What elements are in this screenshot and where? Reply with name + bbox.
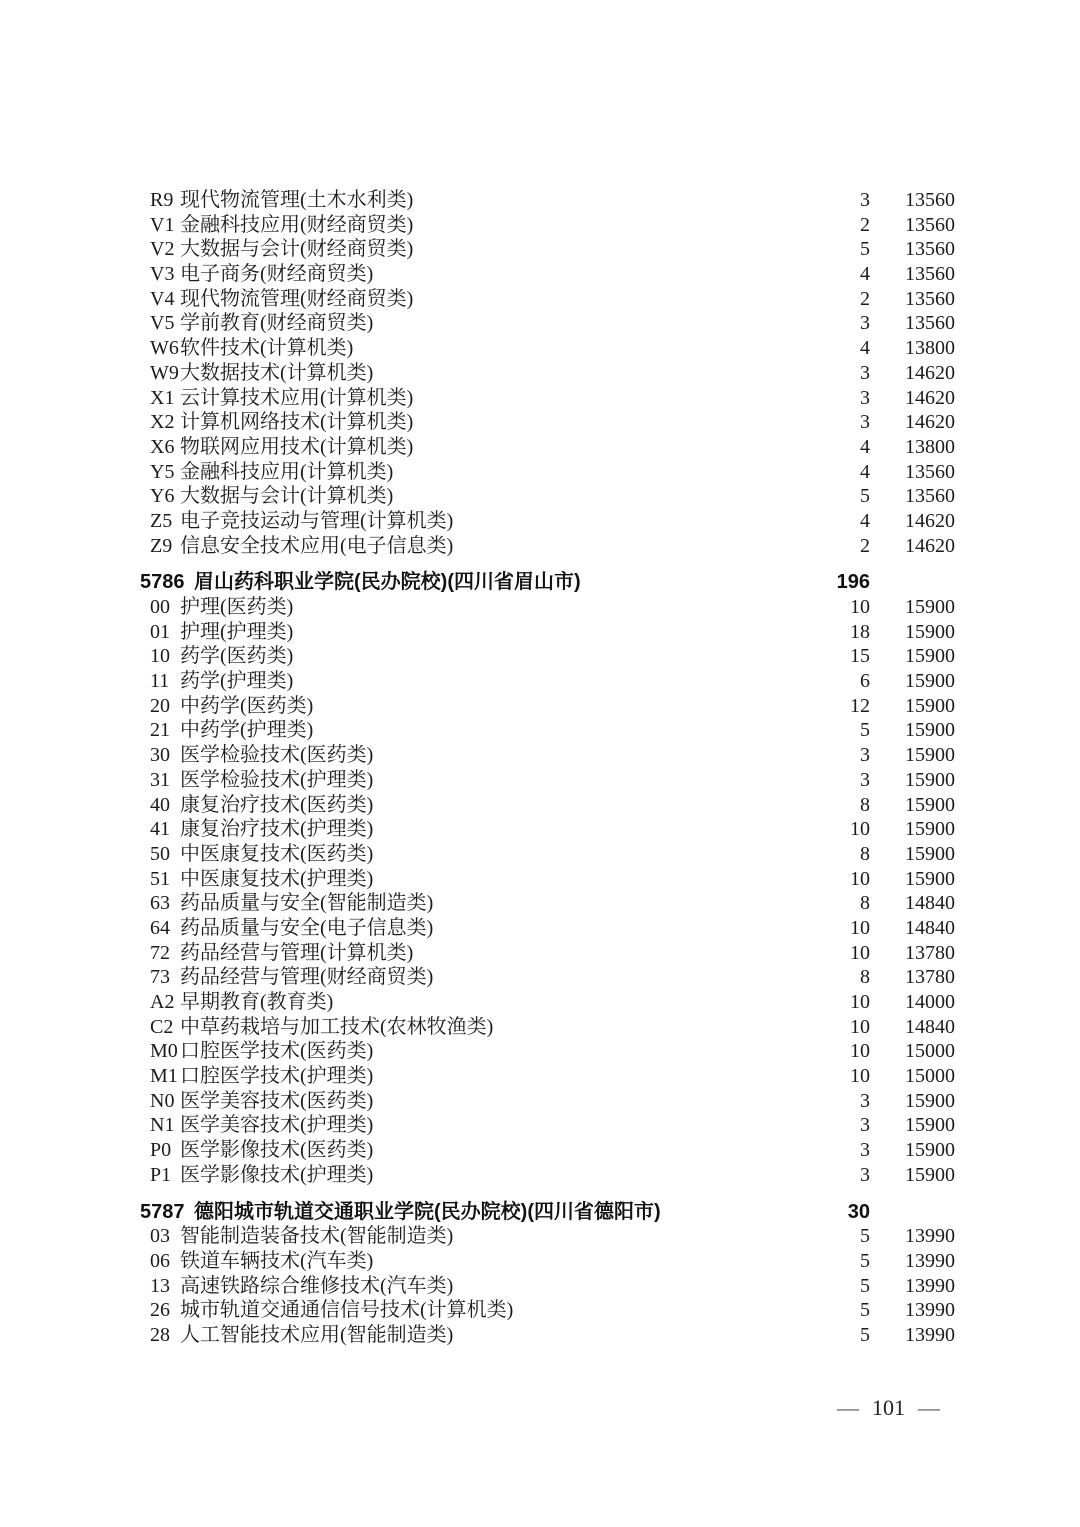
program-name: 软件技术(计算机类) [180,337,354,360]
program-fee: 13990 [905,1299,955,1322]
program-row [0,509,1080,534]
program-quota: 4 [860,509,870,532]
program-quota: 10 [850,991,870,1013]
program-code: W9 [150,361,179,384]
program-row [0,793,1080,818]
program-code: M0 [150,1040,178,1063]
program-row [0,620,1080,645]
institution-name: 眉山药科职业学院(民办院校)(四川省眉山市) [194,571,581,594]
program-row [0,891,1080,916]
footer-dash-left: — [837,1395,859,1420]
program-row [0,669,1080,694]
program-code: 01 [150,620,170,643]
program-code: N1 [150,1114,175,1137]
program-fee: 13990 [905,1225,955,1248]
program-name: 医学检验技术(医药类) [180,744,374,767]
program-code: 21 [150,719,170,742]
program-name: 电子商务(财经商贸类) [180,263,374,286]
program-code: 13 [150,1274,170,1297]
program-fee: 15900 [905,793,955,816]
program-name: 口腔医学技术(医药类) [180,1040,374,1063]
program-row [0,262,1080,287]
program-fee: 13800 [905,337,955,360]
institution-name: 德阳城市轨道交通职业学院(民办院校)(四川省德阳市) [194,1200,661,1223]
program-name: 护理(医药类) [180,596,294,618]
program-quota: 3 [860,1163,870,1186]
program-quota: 5 [860,1323,870,1346]
program-code: X1 [150,386,175,409]
program-code: V1 [150,213,175,236]
program-quota: 5 [860,1249,870,1272]
program-quota: 3 [860,411,870,434]
institution-fee-empty [870,1200,955,1225]
program-quota: 8 [860,966,870,989]
program-fee: 15900 [905,1163,955,1186]
program-name: 医学影像技术(医药类) [180,1139,374,1162]
program-quota: 12 [850,694,870,717]
program-fee: 15900 [905,1139,955,1162]
program-code: Y6 [150,485,175,508]
institution-fee-empty [870,570,955,595]
program-row [0,1163,1080,1188]
program-code: V5 [150,312,175,335]
program-code: 06 [150,1249,170,1272]
program-quota: 10 [850,1040,870,1063]
program-quota: 5 [860,238,870,261]
program-code: V2 [150,238,175,261]
program-code: P1 [150,1163,172,1186]
program-code: 28 [150,1323,170,1346]
program-code: V4 [150,287,175,310]
program-name: 医学检验技术(护理类) [180,768,374,791]
institution-code: 5787 [140,1200,185,1223]
program-fee: 15900 [905,694,955,717]
program-code: 31 [150,768,170,791]
program-fee: 13780 [905,941,955,964]
program-fee: 13560 [905,213,955,236]
program-quota: 10 [850,596,870,618]
program-name: 医学美容技术(护理类) [180,1114,374,1137]
program-row [0,718,1080,743]
program-code: P0 [150,1139,172,1162]
program-row [0,768,1080,793]
program-fee: 15900 [905,768,955,791]
program-code: N0 [150,1089,175,1112]
program-quota: 3 [860,1139,870,1162]
program-row [0,1015,1080,1040]
program-row [0,188,1080,213]
program-fee: 13560 [905,287,955,310]
program-name: 高速铁路综合维修技术(汽车类) [180,1274,454,1297]
program-code: C2 [150,1015,174,1038]
program-quota: 5 [860,719,870,742]
program-name: 医学影像技术(护理类) [180,1163,374,1186]
program-name: 医学美容技术(医药类) [180,1089,374,1112]
program-fee: 13990 [905,1323,955,1346]
program-row [0,410,1080,435]
program-quota: 10 [850,867,870,890]
program-fee: 14620 [905,361,955,384]
institution-header-row [0,570,1080,595]
program-code: X2 [150,411,175,434]
program-code: M1 [150,1065,178,1088]
program-name: 护理(护理类) [180,620,294,643]
program-row [0,1224,1080,1249]
program-quota: 3 [860,1089,870,1112]
program-code: A2 [150,991,175,1013]
program-quota: 4 [860,263,870,286]
program-name: 大数据与会计(财经商贸类) [180,238,414,261]
program-quota: 10 [850,1065,870,1088]
program-code: X6 [150,435,175,458]
program-quota: 8 [860,892,870,915]
program-name: 康复治疗技术(医药类) [180,793,374,816]
institution-total-count: 196 [836,571,870,594]
program-code: Z5 [150,509,173,532]
program-code: 26 [150,1299,170,1322]
program-fee: 13560 [905,485,955,508]
program-fee: 15900 [905,744,955,767]
program-name: 现代物流管理(财经商贸类) [180,287,414,310]
program-quota: 5 [860,485,870,508]
program-name: 大数据技术(计算机类) [180,361,374,384]
program-code: 00 [150,596,170,618]
program-row [0,1064,1080,1089]
program-code: Y5 [150,460,175,483]
program-row [0,817,1080,842]
program-quota: 3 [860,768,870,791]
program-row [0,694,1080,719]
program-name: 中药学(医药类) [180,694,314,717]
program-name: 药学(医药类) [180,645,294,668]
program-row [0,237,1080,262]
program-row [0,386,1080,411]
program-quota: 5 [860,1274,870,1297]
program-quota: 5 [860,1299,870,1322]
program-code: 63 [150,892,170,915]
program-row [0,484,1080,509]
program-row [0,361,1080,386]
program-name: 城市轨道交通通信信号技术(计算机类) [180,1299,514,1322]
program-name: 中医康复技术(医药类) [180,842,374,865]
program-row [0,1089,1080,1114]
program-name: 大数据与会计(计算机类) [180,485,394,508]
admission-plan-table [0,188,1080,1348]
program-code: 41 [150,818,170,841]
footer-dash-right: — [918,1395,940,1420]
program-row [0,941,1080,966]
program-name: 云计算技术应用(计算机类) [180,386,414,409]
program-row [0,435,1080,460]
program-quota: 10 [850,941,870,964]
program-quota: 4 [860,435,870,458]
program-name: 药品经营与管理(计算机类) [180,941,414,964]
program-quota: 2 [860,534,870,557]
program-row [0,1138,1080,1163]
program-row [0,867,1080,892]
program-code: 40 [150,793,170,816]
program-row [0,965,1080,990]
program-fee: 15900 [905,670,955,693]
program-name: 药学(护理类) [180,670,294,693]
program-fee: 13560 [905,238,955,261]
program-quota: 10 [850,916,870,939]
program-name: 智能制造装备技术(智能制造类) [180,1225,454,1248]
program-name: 金融科技应用(财经商贸类) [180,213,414,236]
program-row [0,1113,1080,1138]
institution-code: 5786 [140,571,185,594]
program-fee: 13800 [905,435,955,458]
program-quota: 15 [850,645,870,668]
program-fee: 14620 [905,386,955,409]
program-fee: 15900 [905,1114,955,1137]
program-name: 电子竞技运动与管理(计算机类) [180,509,454,532]
program-fee: 13990 [905,1274,955,1297]
program-fee: 13780 [905,966,955,989]
program-name: 铁道车辆技术(汽车类) [180,1249,374,1272]
program-fee: 15900 [905,842,955,865]
program-quota: 18 [850,620,870,643]
program-row [0,311,1080,336]
page-number: 101 [872,1395,905,1420]
institution-header-row [0,1200,1080,1225]
program-code: 10 [150,645,170,668]
program-row [0,990,1080,1015]
program-fee: 15900 [905,867,955,890]
program-fee: 14620 [905,509,955,532]
program-quota: 10 [850,818,870,841]
program-code: 11 [150,670,170,693]
program-row [0,1249,1080,1274]
program-fee: 15900 [905,645,955,668]
program-row [0,336,1080,361]
program-name: 口腔医学技术(护理类) [180,1065,374,1088]
program-row [0,1039,1080,1064]
program-fee: 14000 [905,991,955,1013]
program-row [0,644,1080,669]
program-code: W6 [150,337,179,360]
program-quota: 3 [860,361,870,384]
program-quota: 4 [860,337,870,360]
program-fee: 15000 [905,1040,955,1063]
program-row [0,460,1080,485]
program-row [0,916,1080,941]
program-code: 72 [150,941,170,964]
program-fee: 14840 [905,916,955,939]
program-row [0,1274,1080,1299]
program-fee: 14840 [905,1015,955,1038]
program-fee: 13560 [905,263,955,286]
program-quota: 2 [860,213,870,236]
program-code: 20 [150,694,170,717]
program-fee: 13560 [905,312,955,335]
program-quota: 3 [860,744,870,767]
program-fee: 13560 [905,460,955,483]
program-row [0,842,1080,867]
program-name: 人工智能技术应用(智能制造类) [180,1323,454,1346]
program-name: 中医康复技术(护理类) [180,867,374,890]
program-fee: 14620 [905,411,955,434]
program-fee: 15900 [905,818,955,841]
program-code: 51 [150,867,170,890]
program-quota: 2 [860,287,870,310]
program-quota: 6 [860,670,870,693]
program-name: 物联网应用技术(计算机类) [180,435,414,458]
program-code: R9 [150,189,174,211]
program-quota: 3 [860,386,870,409]
program-row [0,743,1080,768]
program-row [0,595,1080,620]
program-fee: 14840 [905,892,955,915]
program-row [0,1298,1080,1323]
program-quota: 3 [860,1114,870,1137]
program-fee: 13560 [905,189,955,211]
institution-total-count: 30 [847,1200,870,1223]
program-code: Z9 [150,534,173,557]
program-name: 中药学(护理类) [180,719,314,742]
program-fee: 15000 [905,1065,955,1088]
program-quota: 8 [860,842,870,865]
program-row [0,287,1080,312]
program-code: 50 [150,842,170,865]
program-code: 73 [150,966,170,989]
program-fee: 15900 [905,596,955,618]
program-row [0,213,1080,238]
program-quota: 3 [860,189,870,211]
program-quota: 8 [860,793,870,816]
program-code: 03 [150,1225,170,1248]
page-footer [837,1395,940,1421]
program-quota: 4 [860,460,870,483]
program-row [0,1323,1080,1348]
program-name: 药品质量与安全(智能制造类) [180,892,434,915]
program-name: 学前教育(财经商贸类) [180,312,374,335]
program-name: 现代物流管理(土木水利类) [180,189,414,211]
program-name: 中草药栽培与加工技术(农林牧渔类) [180,1015,494,1038]
program-code: V3 [150,263,175,286]
program-fee: 14620 [905,534,955,557]
program-name: 金融科技应用(计算机类) [180,460,394,483]
program-fee: 15900 [905,620,955,643]
program-name: 信息安全技术应用(电子信息类) [180,534,454,557]
program-name: 计算机网络技术(计算机类) [180,411,414,434]
program-fee: 15900 [905,719,955,742]
program-quota: 10 [850,1015,870,1038]
program-name: 药品质量与安全(电子信息类) [180,916,434,939]
program-name: 康复治疗技术(护理类) [180,818,374,841]
program-name: 早期教育(教育类) [180,991,334,1013]
program-name: 药品经营与管理(财经商贸类) [180,966,434,989]
program-fee: 15900 [905,1089,955,1112]
program-quota: 5 [860,1225,870,1248]
program-quota: 3 [860,312,870,335]
program-code: 64 [150,916,170,939]
program-code: 30 [150,744,170,767]
program-row [0,534,1080,559]
program-fee: 13990 [905,1249,955,1272]
